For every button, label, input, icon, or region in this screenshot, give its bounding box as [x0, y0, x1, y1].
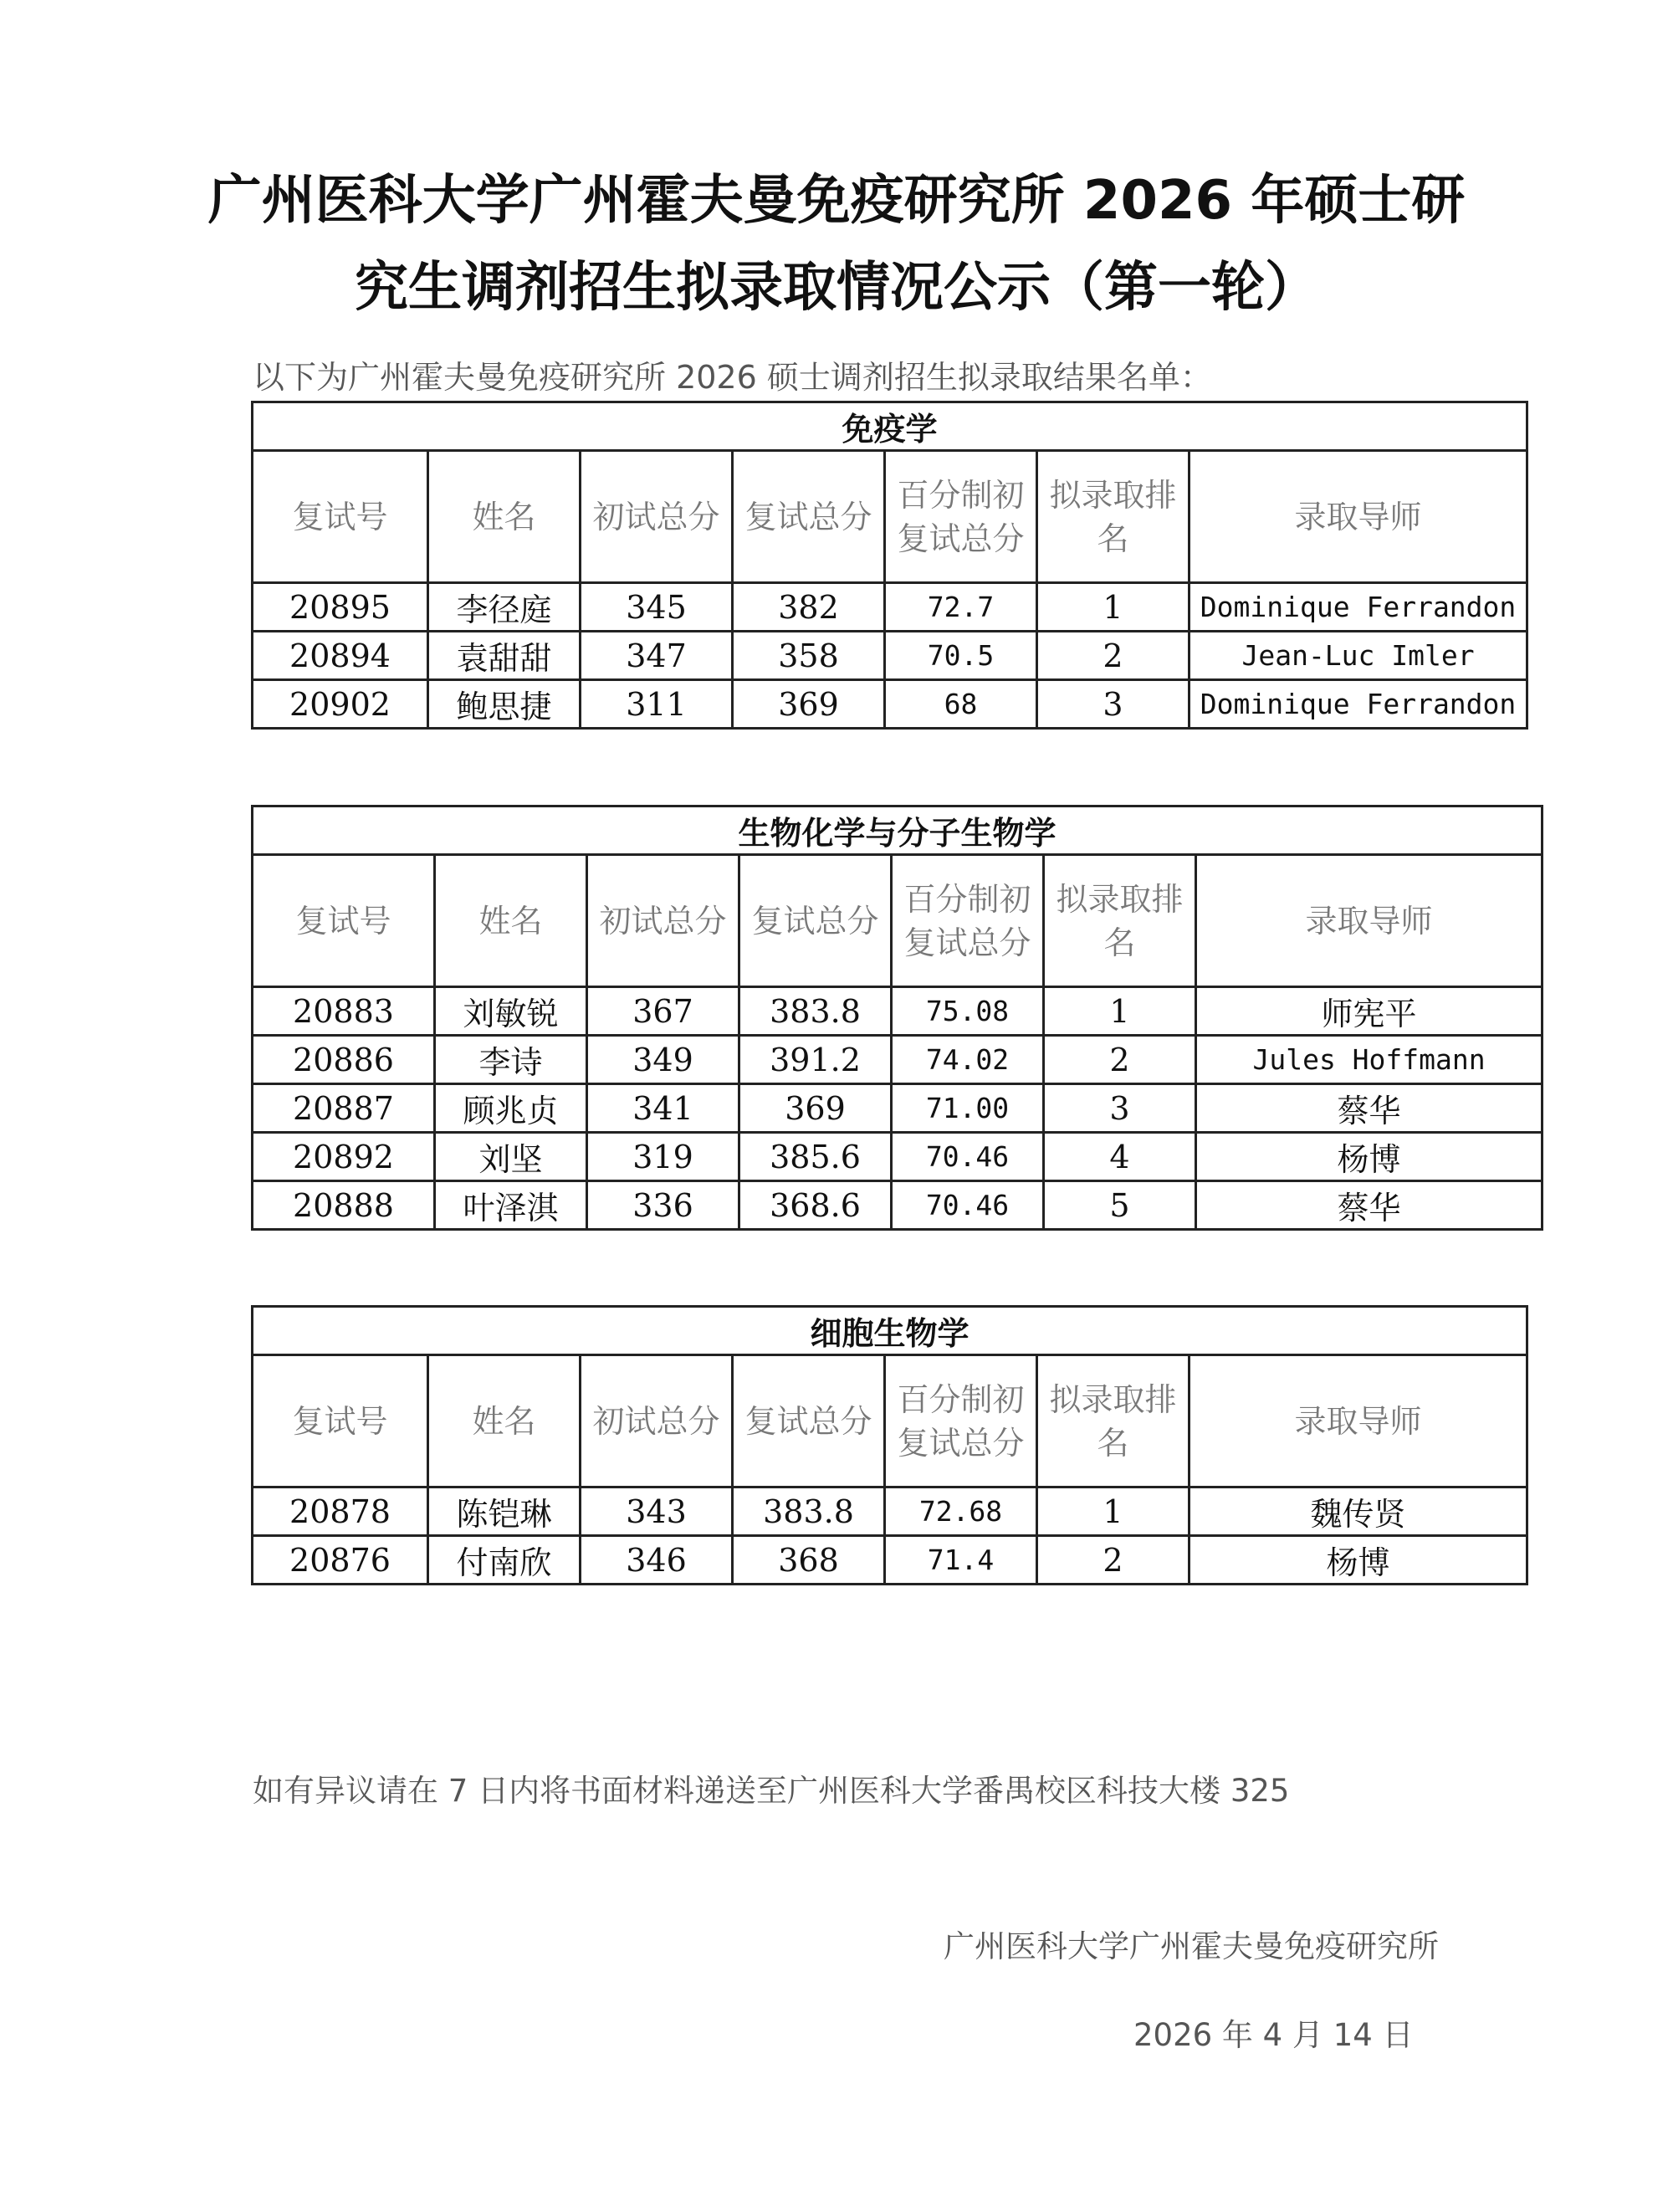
cell-percent-score: 72.68 — [885, 1487, 1037, 1536]
cell-rank: 3 — [1037, 680, 1190, 729]
cell-initial-score: 343 — [581, 1487, 733, 1536]
cell-name: 付南欣 — [428, 1536, 581, 1585]
cell-rank: 2 — [1037, 1536, 1190, 1585]
cell-initial-score: 346 — [581, 1536, 733, 1585]
signature-institute: 广州医科大学广州霍夫曼免疫研究所 — [944, 1928, 1439, 1964]
cell-advisor: Dominique Ferrandon — [1190, 583, 1527, 632]
cell-name: 李诗 — [435, 1036, 587, 1084]
table-row — [253, 1487, 1527, 1536]
cell-advisor: 杨博 — [1190, 1536, 1527, 1585]
header-advisor: 录取导师 — [1196, 855, 1543, 987]
table-row — [253, 1036, 1543, 1084]
cell-name: 李径庭 — [428, 583, 581, 632]
table-caption: 免疫学 — [253, 402, 1527, 451]
cell-rank: 1 — [1037, 1487, 1190, 1536]
cell-name: 刘敏锐 — [435, 987, 587, 1036]
header-rank: 拟录取排名 — [1037, 1355, 1190, 1487]
header-name: 姓名 — [428, 451, 581, 583]
header-initial-score: 初试总分 — [581, 451, 733, 583]
header-exam-no: 复试号 — [253, 855, 435, 987]
admission-table-biochemistry — [251, 805, 1543, 1231]
cell-exam-no: 20878 — [253, 1487, 428, 1536]
cell-rank: 1 — [1044, 987, 1196, 1036]
cell-rank: 5 — [1044, 1181, 1196, 1230]
cell-name: 叶泽淇 — [435, 1181, 587, 1230]
cell-initial-score: 345 — [581, 583, 733, 632]
cell-percent-score: 72.7 — [885, 583, 1037, 632]
cell-exam-no: 20895 — [253, 583, 428, 632]
cell-advisor: 杨博 — [1196, 1133, 1543, 1181]
cell-name: 袁甜甜 — [428, 632, 581, 680]
cell-advisor: Jules Hoffmann — [1196, 1036, 1543, 1084]
cell-name: 顾兆贞 — [435, 1084, 587, 1133]
cell-retest-score: 368 — [733, 1536, 885, 1585]
cell-advisor: 蔡华 — [1196, 1181, 1543, 1230]
cell-exam-no: 20887 — [253, 1084, 435, 1133]
cell-retest-score: 368.6 — [739, 1181, 892, 1230]
cell-retest-score: 391.2 — [739, 1036, 892, 1084]
objection-note: 如有异议请在 7 日内将书面材料递送至广州医科大学番禺校区科技大楼 325 — [253, 1773, 1290, 1809]
header-retest-score: 复试总分 — [733, 1355, 885, 1487]
cell-percent-score: 75.08 — [892, 987, 1044, 1036]
table-row — [253, 632, 1527, 680]
header-advisor: 录取导师 — [1190, 1355, 1527, 1487]
cell-percent-score: 70.46 — [892, 1181, 1044, 1230]
table-row — [253, 1133, 1543, 1181]
cell-advisor: 师宪平 — [1196, 987, 1543, 1036]
table-row — [253, 1536, 1527, 1585]
cell-percent-score: 68 — [885, 680, 1037, 729]
cell-advisor: Dominique Ferrandon — [1190, 680, 1527, 729]
cell-exam-no: 20883 — [253, 987, 435, 1036]
header-name: 姓名 — [435, 855, 587, 987]
table-caption: 生物化学与分子生物学 — [253, 806, 1543, 855]
cell-initial-score: 349 — [587, 1036, 739, 1084]
header-rank: 拟录取排名 — [1044, 855, 1196, 987]
cell-retest-score: 358 — [733, 632, 885, 680]
document-title-line-2: 究生调剂招生拟录取情况公示（第一轮） — [355, 257, 1318, 319]
cell-retest-score: 369 — [739, 1084, 892, 1133]
cell-initial-score: 347 — [581, 632, 733, 680]
cell-initial-score: 319 — [587, 1133, 739, 1181]
cell-advisor: Jean-Luc Imler — [1190, 632, 1527, 680]
cell-percent-score: 70.46 — [892, 1133, 1044, 1181]
header-exam-no: 复试号 — [253, 1355, 428, 1487]
cell-exam-no: 20894 — [253, 632, 428, 680]
admission-table-cell-biology — [251, 1305, 1528, 1585]
table-caption: 细胞生物学 — [253, 1307, 1527, 1355]
cell-rank: 4 — [1044, 1133, 1196, 1181]
cell-initial-score: 311 — [581, 680, 733, 729]
header-initial-score: 初试总分 — [581, 1355, 733, 1487]
header-initial-score: 初试总分 — [587, 855, 739, 987]
header-retest-score: 复试总分 — [739, 855, 892, 987]
header-percent-score: 百分制初复试总分 — [885, 451, 1037, 583]
cell-percent-score: 71.4 — [885, 1536, 1037, 1585]
admission-table-immunology — [251, 401, 1528, 730]
cell-initial-score: 341 — [587, 1084, 739, 1133]
cell-exam-no: 20876 — [253, 1536, 428, 1585]
cell-advisor: 魏传贤 — [1190, 1487, 1527, 1536]
cell-exam-no: 20886 — [253, 1036, 435, 1084]
cell-exam-no: 20892 — [253, 1133, 435, 1181]
cell-exam-no: 20888 — [253, 1181, 435, 1230]
table-row — [253, 1084, 1543, 1133]
document-title-line-1: 广州医科大学广州霍夫曼免疫研究所 2026 年硕士研 — [207, 170, 1466, 232]
cell-name: 鲍思捷 — [428, 680, 581, 729]
header-name: 姓名 — [428, 1355, 581, 1487]
cell-retest-score: 383.8 — [733, 1487, 885, 1536]
cell-percent-score: 74.02 — [892, 1036, 1044, 1084]
table-row — [253, 583, 1527, 632]
cell-percent-score: 71.00 — [892, 1084, 1044, 1133]
signature-date: 2026 年 4 月 14 日 — [1133, 2017, 1414, 2053]
cell-name: 陈铠琳 — [428, 1487, 581, 1536]
header-advisor: 录取导师 — [1190, 451, 1527, 583]
cell-percent-score: 70.5 — [885, 632, 1037, 680]
cell-rank: 3 — [1044, 1084, 1196, 1133]
cell-rank: 1 — [1037, 583, 1190, 632]
table-row — [253, 1181, 1543, 1230]
cell-name: 刘坚 — [435, 1133, 587, 1181]
cell-retest-score: 369 — [733, 680, 885, 729]
cell-retest-score: 383.8 — [739, 987, 892, 1036]
header-exam-no: 复试号 — [253, 451, 428, 583]
header-percent-score: 百分制初复试总分 — [885, 1355, 1037, 1487]
intro-text: 以下为广州霍夫曼免疫研究所 2026 硕士调剂招生拟录取结果名单： — [253, 359, 1212, 396]
cell-rank: 2 — [1037, 632, 1190, 680]
table-row — [253, 987, 1543, 1036]
cell-initial-score: 367 — [587, 987, 739, 1036]
cell-advisor: 蔡华 — [1196, 1084, 1543, 1133]
cell-initial-score: 336 — [587, 1181, 739, 1230]
cell-retest-score: 385.6 — [739, 1133, 892, 1181]
header-rank: 拟录取排名 — [1037, 451, 1190, 583]
header-percent-score: 百分制初复试总分 — [892, 855, 1044, 987]
cell-rank: 2 — [1044, 1036, 1196, 1084]
cell-retest-score: 382 — [733, 583, 885, 632]
cell-exam-no: 20902 — [253, 680, 428, 729]
header-retest-score: 复试总分 — [733, 451, 885, 583]
table-row — [253, 680, 1527, 729]
